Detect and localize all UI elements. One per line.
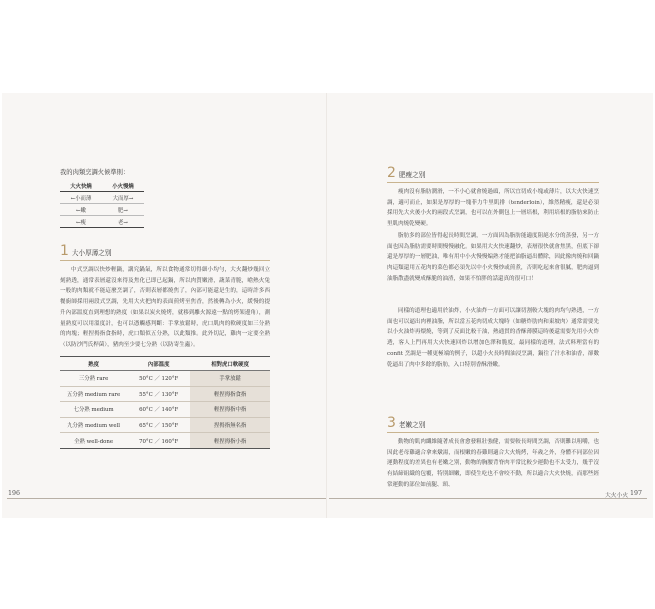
- running-head: 大火小火: [605, 493, 629, 499]
- section-1-paragraph: 中式烹調以快炒輕鍋，講究鍋氣，所以食物通常切得細小均勻，大火翻炒幾回立刻熟透，通常表層還沒來得及焦化已即已起鍋，所以肉質嫩滑，蔬菜青脆，嗆熱火兔一般的肉類就不能這麼烹調了，否則表層都燒焦了，內部可能還是生的，這時許多西餐廚師採用兩段式烹調，先用大火把肉的表面煎烤至焦香，然後轉為小火，緩慢的提升內部溫度直到理想的熟度（如果以炭火燒烤，就移到離火源遠一點的烤架邊角），測量熟度可以用溫度計，也可以憑觸感判斷：手掌放鬆時，虎口肌肉的軟硬度如三分熟的肉塊；輕捏拇指食指時，虎口類似五分熟，以此類推。此外切記，雞肉一定要全熟（以防沙門氏桿菌），豬肉至少要七分熟（以防寄生蟲）。: [60, 267, 270, 348]
- table-cell: 全熟 well-done: [60, 433, 127, 449]
- section-3-paragraph: 動物的肌肉纖維隨著成長會愈發粗壯強健，需要較長時間烹調，否則難以咀嚼，也因此老母雞適合拿來燉湯，而根嫩的春雞則適合大火燒烤，年歲之外，身體不同部位因運動程度的差異也有老嫩之別，動物的胸腰背脊肉平常比較少運動也不太受力，幾乎沒有結締組織的包覆，特別細嫩，即使生吃也不會咬不動，所以適合大火快燒，而那些經常運動的部位如前腿、頸、: [387, 439, 599, 488]
- heat-table-header: 小火慢燒: [102, 180, 144, 192]
- book-gutter: [326, 93, 327, 518]
- section-2-heading: [387, 166, 425, 180]
- table-cell: 輕捏拇指中指: [190, 402, 270, 418]
- section-divider: [60, 260, 270, 261]
- table-cell: 老→: [102, 215, 144, 227]
- section-title: 大小厚薄之別: [71, 249, 112, 257]
- table-cell: 九分熟 medium well: [60, 417, 127, 433]
- footer-rule: [329, 498, 647, 499]
- table-cell: ←小而薄: [60, 192, 102, 204]
- table-cell: 55°C ／ 130°F: [127, 386, 190, 402]
- heat-table-header: 大火快燒: [60, 180, 102, 192]
- section-3-heading: [387, 416, 425, 430]
- table-cell: 五分熟 medium rare: [60, 386, 127, 402]
- table-cell: 輕捏拇指小指: [190, 433, 270, 449]
- table-cell: 60°C ／ 140°F: [127, 402, 190, 418]
- section-title: 老嫩之別: [398, 421, 426, 429]
- intro-text: 我的肉類烹調火候準則：: [60, 169, 130, 176]
- table-cell: 50°C ／ 120°F: [127, 371, 190, 387]
- doneness-header: 內部溫度: [127, 357, 190, 371]
- table-row: [60, 402, 270, 418]
- table-cell: ←嫩: [60, 203, 102, 215]
- doneness-header: 熟度: [60, 357, 127, 371]
- table-cell: 70°C ／ 160°F: [127, 433, 190, 449]
- section-2-paragraph-3: 同樣的道理也適用於油炸，小火油炸一方面可以讓切割較大塊的肉均勻熟透，一方面也可以逼出肉裡油脂，所以當五花肉切成大塊時（如糖炸肋肉和東坡肉）通常需要先以小火油炸再煨燒，等到了反面比較干油，熱通貫的香酥薄膜這時後還需要先用小火炸透，客人上門再用大火快速回炸以增加色澤和脆度，最同樣的道理，法式料理當有的 confit 烹調是一種更極端的例子，以超小火長時間油浸烹調，鍋往了汁水和油香，卻數乾逼出了肉中多餘的脂肪，入口特別香酥滑嫩。: [387, 308, 599, 368]
- table-cell: 肥→: [102, 203, 144, 215]
- section-divider: [387, 182, 599, 183]
- heat-rule-table: [60, 180, 144, 228]
- doneness-header: 相對虎口軟硬度: [190, 357, 270, 371]
- page-number: 197: [630, 490, 643, 497]
- table-cell: 大而厚→: [102, 192, 144, 204]
- right-page: [329, 93, 653, 518]
- table-cell: 七分熟 medium: [60, 402, 127, 418]
- table-row: [60, 386, 270, 402]
- table-cell: 三分熟 rare: [60, 371, 127, 387]
- table-row: [60, 215, 144, 227]
- left-page: [2, 93, 327, 518]
- section-1-heading: [60, 244, 111, 258]
- table-row: [60, 371, 270, 387]
- footer-rule: [7, 498, 327, 499]
- table-row: [60, 417, 270, 433]
- section-divider: [387, 432, 599, 433]
- section-2-paragraph-1: 瘦肉沒有脂肪潤滑，一不小心就會燒過頭，所以宜切成小塊或薄片，以大火快速烹調，適可而止，如果是厚厚的一塊菲力牛里肌排（tenderloin），維然精瘦，還是必須採用先大火後小火的兩段式烹調，也可以在外側包上一層培根，利用培根的脂肪來防止里肌肉燒乾變硬。: [387, 189, 599, 228]
- table-row: [60, 192, 144, 204]
- table-cell: 65°C ／ 150°F: [127, 417, 190, 433]
- page-number: 196: [8, 490, 21, 497]
- table-cell: ←瘦: [60, 215, 102, 227]
- table-cell: 捏拇指無名指: [190, 417, 270, 433]
- section-number: 1: [60, 243, 69, 259]
- table-cell: 手掌放鬆: [190, 371, 270, 387]
- table-row: [60, 203, 144, 215]
- table-cell: 輕捏拇指食指: [190, 386, 270, 402]
- section-number: 3: [387, 415, 396, 431]
- book-spread: [2, 93, 653, 518]
- section-title: 肥瘦之別: [398, 171, 426, 179]
- section-2-paragraph-2: 脂肪多的部位皆得起長時間烹調，一方面因為脂肪能適度阻絕水分的蒸發，另一方面也因為脂肪需要時間慢慢融化。如果用大火快速翻炒，表層很快就會焦黑，但底下卻還是厚厚的一層肥油，唯有用中小火慢慢煸熟才能把油脂逼出體除，因此像肉燒和回鍋肉這類還用五花肉的菜色都必須先以中小火慢炒或煎煮，否則吃起來會很膩，肥肉逼到油脂散盡就變成酥脆的油渣，如果不怕胖的話還真的很可口！: [387, 233, 599, 282]
- table-row: [60, 433, 270, 449]
- doneness-table: [60, 356, 270, 449]
- section-number: 2: [387, 165, 396, 181]
